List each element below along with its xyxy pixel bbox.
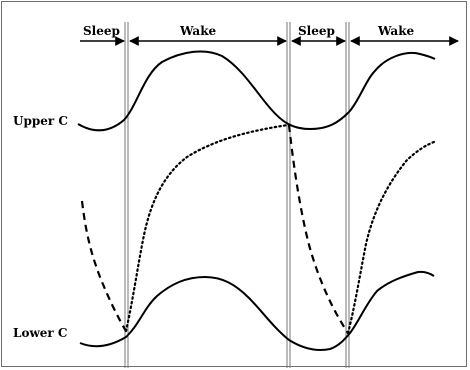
phase-label-sleep-2: Sleep bbox=[298, 24, 335, 38]
sleep-pressure-decay-1 bbox=[82, 201, 126, 331]
phase-divider-1 bbox=[125, 22, 128, 368]
upper-c-label: Upper C bbox=[13, 114, 68, 128]
sleep-pressure-decay-2 bbox=[289, 125, 348, 333]
sleep-pressure-rise-2 bbox=[348, 142, 434, 333]
phase-label-sleep-1: Sleep bbox=[83, 24, 120, 38]
phase-label-wake-1: Wake bbox=[180, 24, 217, 38]
phase-divider-2 bbox=[287, 22, 290, 368]
lower-c-label: Lower C bbox=[13, 326, 68, 340]
upper-threshold-curve bbox=[78, 51, 435, 130]
lower-threshold-curve bbox=[80, 272, 434, 350]
sleep-pressure-rise-1 bbox=[126, 125, 288, 331]
phase-divider-3 bbox=[346, 22, 349, 368]
phase-label-wake-2: Wake bbox=[378, 24, 415, 38]
